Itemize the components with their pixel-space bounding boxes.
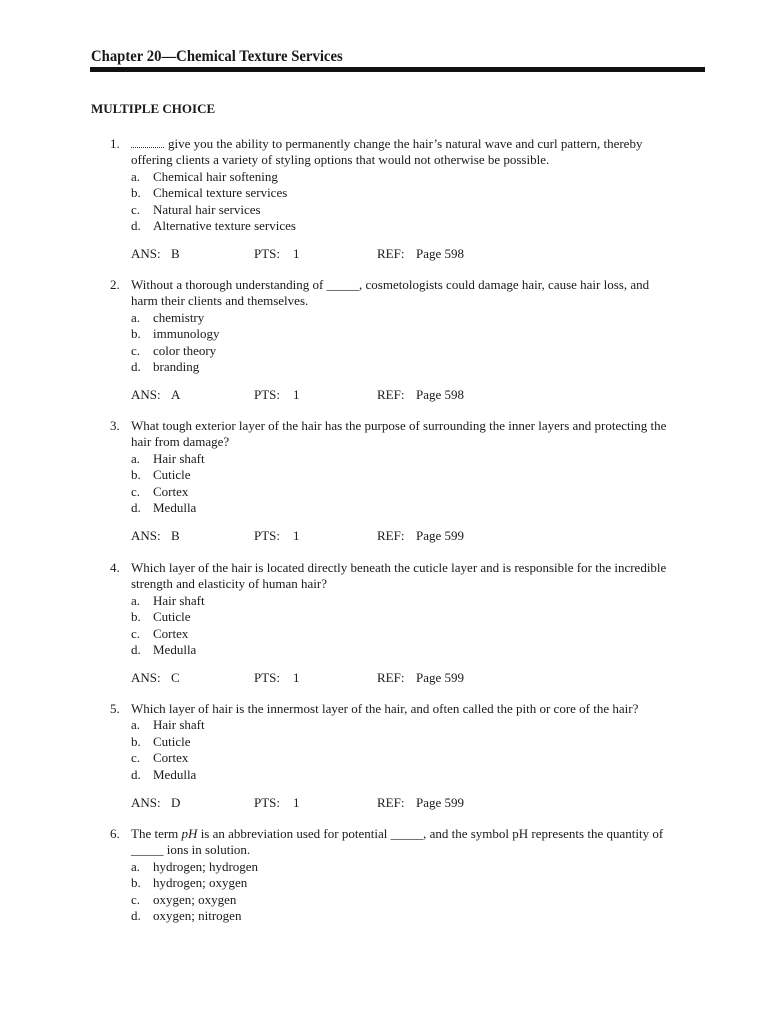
option-letter: c. <box>131 483 141 499</box>
question-text-line: _____ ions in solution. <box>131 842 251 858</box>
answer-key-row <box>0 387 770 404</box>
option-letter: b. <box>131 609 141 625</box>
points-value: 1 <box>293 670 300 685</box>
question-text-line: Which layer of hair is the innermost layer of the hair, and often called the pith or core of the hair? <box>131 701 639 716</box>
reference-value: Page 599 <box>416 528 465 543</box>
reference-value: Page 599 <box>416 794 465 810</box>
option-text: chemistry <box>153 309 205 325</box>
option-letter: d. <box>131 642 141 657</box>
question-text-line: strength and elasticity of human hair? <box>131 576 328 592</box>
option-letter: b. <box>131 185 141 201</box>
option-text: Medulla <box>153 642 197 657</box>
option-letter: d. <box>131 218 141 233</box>
option-letter: b. <box>131 875 141 891</box>
option-letter: b. <box>131 733 141 749</box>
question-number: 4. <box>110 560 120 575</box>
option-text: Medulla <box>153 766 197 782</box>
question-number: 5. <box>110 701 120 716</box>
option-text: immunology <box>153 326 220 342</box>
reference-label: REF: <box>377 794 405 810</box>
answer-key-row <box>0 246 770 263</box>
question-text-line: Without a thorough understanding of _____, cosmetologists could damage hair, cause hair loss, and <box>131 277 650 292</box>
option-letter: b. <box>131 326 141 342</box>
answer-label: ANS: <box>131 794 161 810</box>
option-letter: b. <box>131 467 141 483</box>
question-text-line: hair from damage? <box>131 434 230 450</box>
option-text: Hair shaft <box>153 450 205 466</box>
option-text: Medulla <box>153 500 197 515</box>
option-text: Cortex <box>153 625 189 641</box>
option-letter: a. <box>131 309 141 325</box>
option-text: Cuticle <box>153 467 191 483</box>
option-letter: c. <box>131 891 141 907</box>
option-letter: a. <box>131 450 141 466</box>
option-text: Chemical hair softening <box>153 168 278 184</box>
answer-key-row <box>0 670 770 687</box>
answer-label: ANS: <box>131 246 161 261</box>
question-number: 2. <box>110 277 120 292</box>
option-text: Cortex <box>153 750 189 766</box>
option-text: Cuticle <box>153 609 191 625</box>
question-number: 1. <box>110 136 120 151</box>
option-letter: d. <box>131 908 141 923</box>
option-letter: c. <box>131 750 141 766</box>
answer-key-row <box>0 528 770 545</box>
reference-label: REF: <box>377 246 405 261</box>
reference-value: Page 598 <box>416 387 465 402</box>
option-text: Cuticle <box>153 733 191 749</box>
option-text: oxygen; oxygen <box>153 891 237 907</box>
answer-label: ANS: <box>131 387 161 402</box>
option-letter: c. <box>131 201 141 217</box>
points-label: PTS: <box>254 670 281 685</box>
section-heading: MULTIPLE CHOICE <box>91 101 216 116</box>
answer-label: ANS: <box>131 670 161 685</box>
answer-label: ANS: <box>131 528 161 543</box>
question-text-line: What tough exterior layer of the hair has the purpose of surrounding the inner layers and protecting the <box>131 418 667 433</box>
answer-value: D <box>171 794 181 810</box>
reference-value: Page 598 <box>416 246 465 261</box>
points-value: 1 <box>293 528 300 543</box>
question-number: 3. <box>110 418 120 433</box>
reference-label: REF: <box>377 387 405 402</box>
question-text-line: Which layer of the hair is located directly beneath the cuticle layer and is responsible for the incredible <box>131 560 667 575</box>
option-text: branding <box>153 359 200 374</box>
option-text: oxygen; nitrogen <box>153 908 242 923</box>
option-text: Natural hair services <box>153 201 261 217</box>
option-letter: d. <box>131 500 141 515</box>
option-text: Alternative texture services <box>153 218 296 233</box>
points-label: PTS: <box>254 794 281 810</box>
option-letter: a. <box>131 717 141 733</box>
option-letter: a. <box>131 168 141 184</box>
option-letter: a. <box>131 858 141 874</box>
chapter-title: Chapter 20—Chemical Texture Services <box>91 48 343 65</box>
option-letter: d. <box>131 766 141 782</box>
points-value: 1 <box>293 246 300 261</box>
points-label: PTS: <box>254 246 281 261</box>
question-text-line: The term pH is an abbreviation used for potential _____, and the symbol pH represents the quantity of <box>131 826 664 841</box>
option-letter: c. <box>131 342 141 358</box>
option-text: Hair shaft <box>153 717 205 733</box>
question-text-line: harm their clients and themselves. <box>131 293 309 309</box>
option-text: Chemical texture services <box>153 185 288 201</box>
option-text: color theory <box>153 342 217 358</box>
answer-blank <box>131 138 164 148</box>
answer-value: B <box>171 528 180 543</box>
option-text: hydrogen; oxygen <box>153 875 248 891</box>
question-text-line <box>131 136 711 153</box>
points-label: PTS: <box>254 387 281 402</box>
answer-value: A <box>171 387 181 402</box>
answer-value: C <box>171 670 180 685</box>
option-letter: a. <box>131 592 141 608</box>
option-text: Hair shaft <box>153 592 205 608</box>
answer-key-row <box>0 795 770 812</box>
option-letter: c. <box>131 625 141 641</box>
reference-label: REF: <box>377 528 405 543</box>
points-value: 1 <box>293 794 300 810</box>
points-label: PTS: <box>254 528 281 543</box>
reference-label: REF: <box>377 670 405 685</box>
answer-value: B <box>171 246 180 261</box>
option-letter: d. <box>131 359 141 374</box>
question-number: 6. <box>110 826 120 841</box>
option-text: hydrogen; hydrogen <box>153 858 259 874</box>
reference-value: Page 599 <box>416 670 465 685</box>
question-text-line: offering clients a variety of styling options that would not otherwise be possible. <box>131 152 550 168</box>
question-text: give you the ability to permanently change the hair’s natural wave and curl pattern, thereby <box>168 136 643 151</box>
option-text: Cortex <box>153 483 189 499</box>
italic-term: pH <box>181 826 198 841</box>
points-value: 1 <box>293 387 300 402</box>
